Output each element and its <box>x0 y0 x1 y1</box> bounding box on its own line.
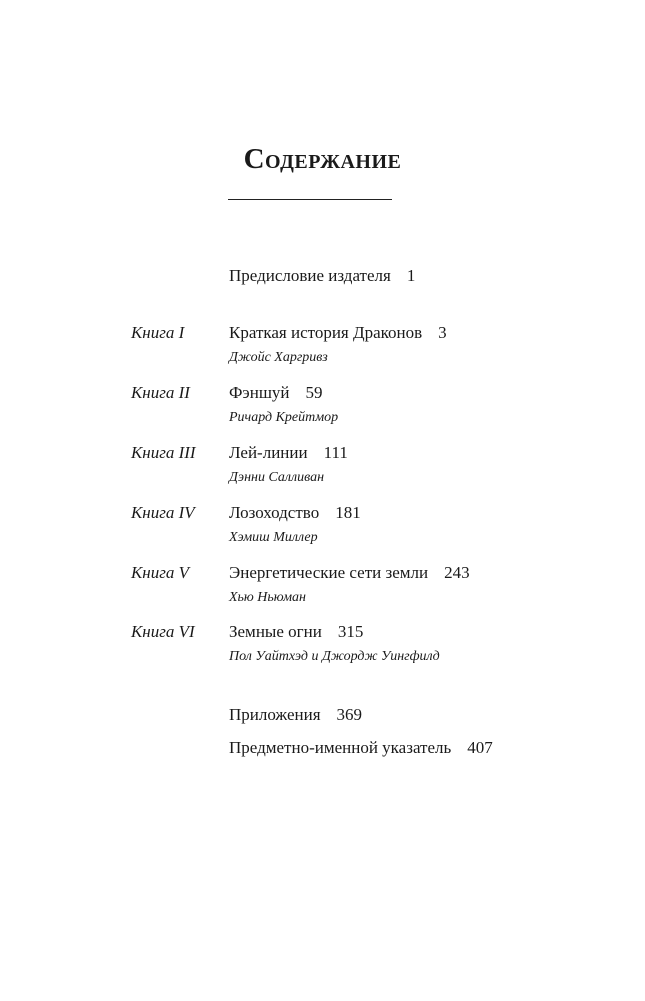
entry-title: Приложения <box>229 705 321 724</box>
toc-entry-book-6 <box>0 622 645 662</box>
entry-page-number: 407 <box>467 738 493 757</box>
entry-title-line <box>229 383 323 403</box>
entry-author: Дэнни Салливан <box>229 470 325 485</box>
entry-title: Лей-линии <box>229 443 308 462</box>
entry-page-number: 243 <box>444 563 470 582</box>
entry-title: Краткая история Драконов <box>229 323 423 342</box>
book-label: Книга V <box>131 563 189 582</box>
toc-entry-book-4 <box>0 503 645 543</box>
entry-title-line <box>229 266 415 286</box>
book-label: Книга III <box>131 443 196 462</box>
entry-title: Фэншуй <box>229 383 290 402</box>
entry-page-number: 59 <box>305 383 323 402</box>
entry-title: Предисловие издателя <box>229 266 391 285</box>
entry-author: Хью Ньюман <box>229 590 306 605</box>
toc-entry-book-2 <box>0 383 645 423</box>
entry-author: Хэмиш Миллер <box>229 530 318 545</box>
entry-page-number: 315 <box>337 622 364 641</box>
toc-entry-index <box>0 738 645 778</box>
entry-title-line <box>229 705 362 725</box>
book-label: Книга VI <box>131 622 195 641</box>
book-label: Книга II <box>131 383 190 402</box>
entry-title: Энергетические сети земли <box>229 563 429 582</box>
entry-title-line <box>229 738 493 758</box>
entry-title: Земные огни <box>229 622 322 641</box>
entry-title-line <box>229 503 361 523</box>
entry-title: Лозоходство <box>229 503 320 522</box>
toc-entry-preface <box>0 266 645 306</box>
entry-page-number: 1 <box>406 266 416 285</box>
title-divider <box>228 199 392 200</box>
entry-title-line <box>229 323 447 343</box>
book-label: Книга IV <box>131 503 195 522</box>
entry-title-line <box>229 563 470 583</box>
entry-page-number: 181 <box>335 503 361 522</box>
entry-page-number: 111 <box>323 443 348 462</box>
toc-entry-book-5 <box>0 563 645 603</box>
entry-author: Джойс Харгривз <box>229 350 328 365</box>
toc-entry-book-1 <box>0 323 645 363</box>
page-title: Содержание <box>243 143 402 175</box>
entry-page-number: 369 <box>336 705 363 724</box>
entry-title-line <box>229 443 348 463</box>
entry-author: Пол Уайтхэд и Джордж Уингфилд <box>229 649 440 664</box>
entry-title-line <box>229 622 363 642</box>
entry-title: Предметно-именной указатель <box>229 738 452 757</box>
toc-entry-book-3 <box>0 443 645 483</box>
entry-author: Ричард Крейтмор <box>229 410 339 425</box>
book-label: Книга I <box>131 323 185 342</box>
entry-page-number: 3 <box>438 323 447 342</box>
